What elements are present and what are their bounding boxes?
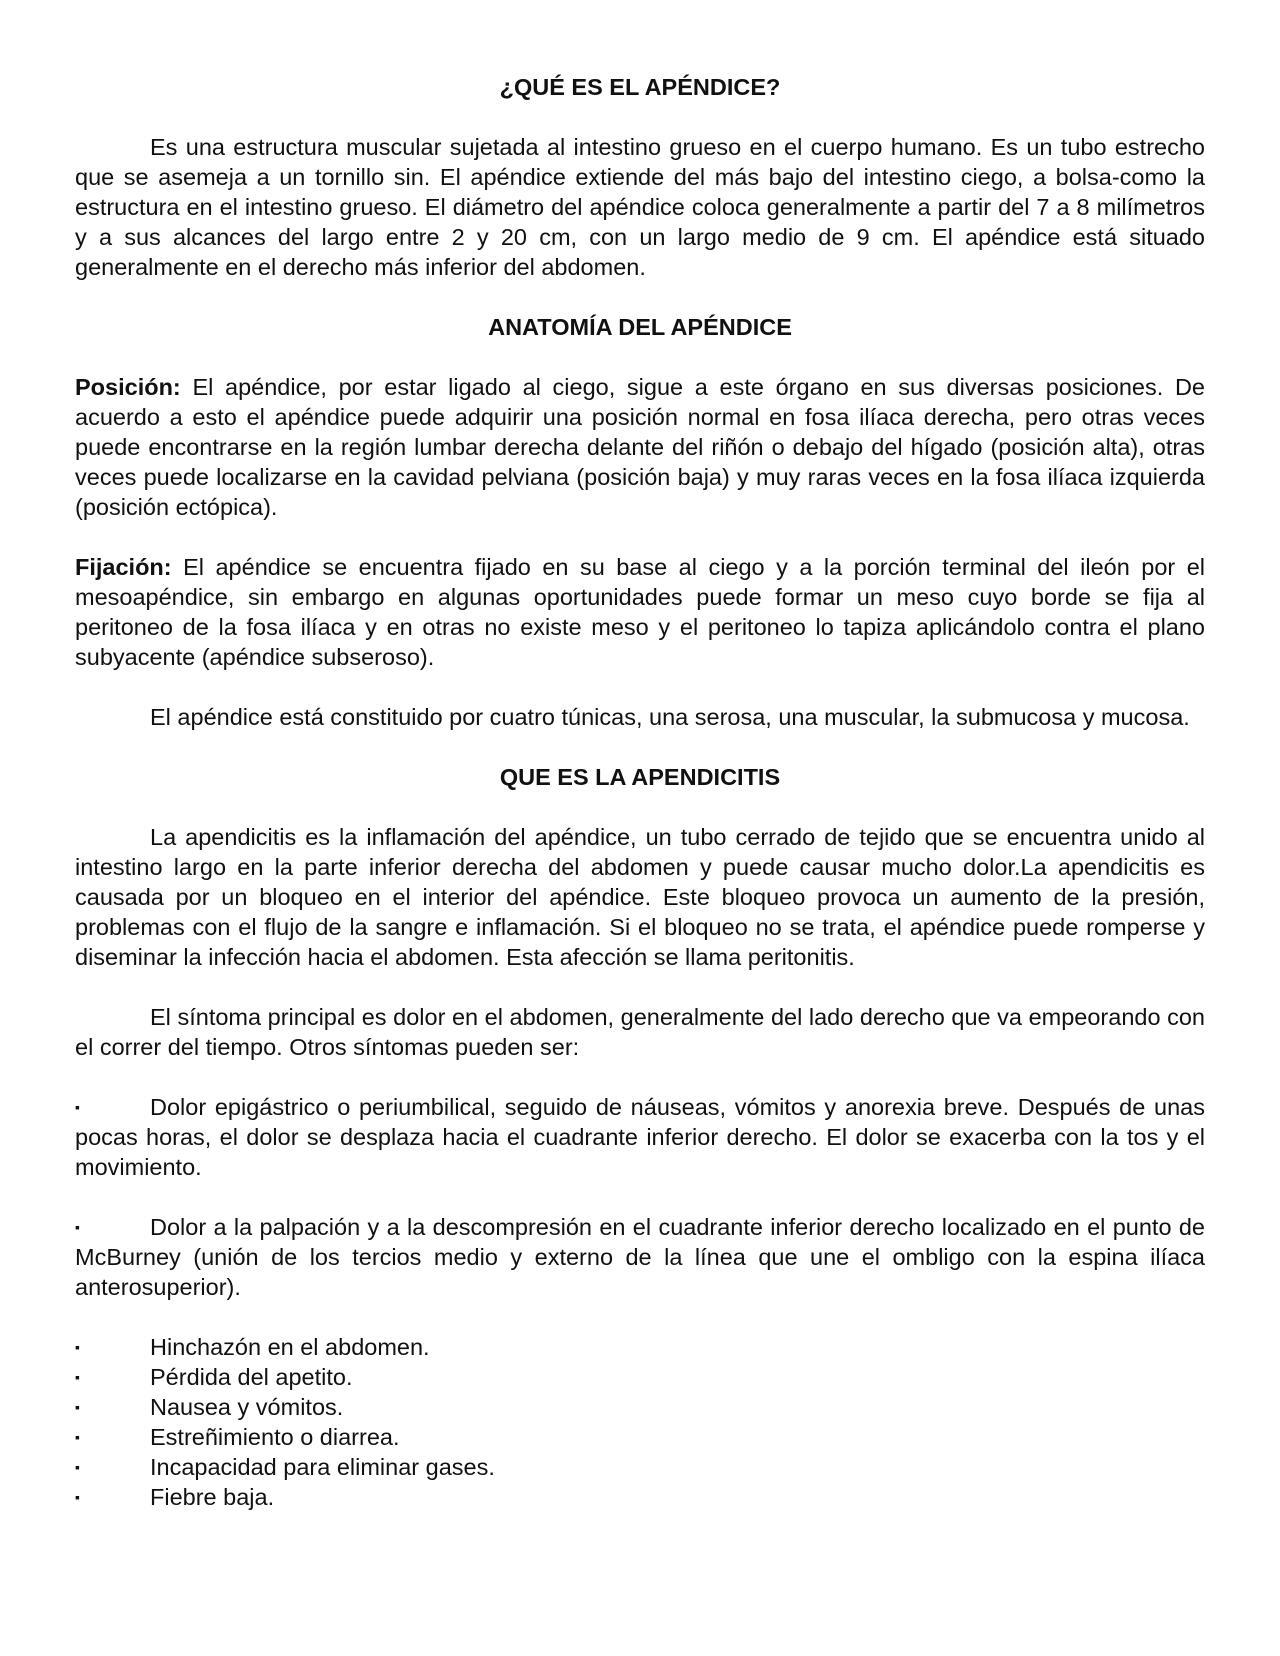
- bullet-icon: ▪: [75, 1099, 80, 1115]
- bullet-icon: ▪: [75, 1369, 80, 1385]
- bullet-text: Dolor epigástrico o periumbilical, seguido de náuseas, vómitos y anorexia breve. Después de unas pocas horas, el dolor se desplaza hacia el cuadrante inferior derecho. El dolor se exacerba con la tos y el movimiento.: [75, 1094, 1205, 1180]
- bullet-icon: ▪: [75, 1219, 80, 1235]
- list-item: ▪ Fiebre baja.: [75, 1484, 275, 1510]
- paragraph-apendicitis: La apendicitis es la inflamación del apéndice, un tubo cerrado de tejido que se encuentra unido al intestino largo en la parte inferior derecha del abdomen y puede causar mucho dolor.La apendicitis es causada por un bloqueo en el interior del apéndice. Este bloqueo provoca un aumento de la presión, problemas con el flujo de la sangre e inflamación. Si el bloqueo no se trata, el apéndice puede romperse y diseminar la infección hacia el abdomen. Esta afección se llama peritonitis.: [75, 824, 1205, 970]
- label-posicion: Posición:: [75, 374, 181, 400]
- bullet-icon: ▪: [75, 1399, 80, 1415]
- list-item: ▪ Incapacidad para eliminar gases.: [75, 1454, 495, 1480]
- list-item: ▪ Pérdida del apetito.: [75, 1364, 353, 1390]
- symptom-list: [75, 1332, 1205, 1512]
- paragraph-sintoma: El síntoma principal es dolor en el abdomen, generalmente del lado derecho que va empeorando con el correr del tiempo. Otros síntomas pueden ser:: [75, 1004, 1205, 1060]
- paragraph-fijacion: [75, 552, 1205, 672]
- label-fijacion: Fijación:: [75, 554, 172, 580]
- bullet-icon: ▪: [75, 1459, 80, 1475]
- document-page: [75, 72, 1205, 1512]
- paragraph-posicion: [75, 372, 1205, 522]
- bullet-icon: ▪: [75, 1429, 80, 1445]
- list-item: ▪ Estreñimiento o diarrea.: [75, 1424, 400, 1450]
- bullet-text: Dolor a la palpación y a la descompresión en el cuadrante inferior derecho localizado en el punto de McBurney (unión de los tercios medio y externo de la línea que une el ombligo con la espina ilíaca anterosuperior).: [75, 1214, 1205, 1300]
- bullet-item-dolor-epigastrico: [75, 1092, 1205, 1182]
- heading-que-es-apendice: ¿QUÉ ES EL APÉNDICE?: [499, 74, 781, 100]
- text-fijacion: El apéndice se encuentra fijado en su base al ciego y a la porción terminal del ileón por el mesoapéndice, sin embargo en algunas oportunidades puede formar un meso cuyo borde se fija al peritoneo de la fosa ilíaca y en otras no existe meso y el peritoneo lo tapiza aplicándolo contra el plano subyacente (apéndice subseroso).: [75, 554, 1205, 670]
- heading-anatomia: ANATOMÍA DEL APÉNDICE: [488, 314, 792, 340]
- bullet-icon: ▪: [75, 1489, 80, 1505]
- bullet-item-palpacion: [75, 1212, 1205, 1302]
- paragraph-tunicas: El apéndice está constituido por cuatro túnicas, una serosa, una muscular, la submucosa y mucosa.: [150, 704, 1190, 730]
- heading-apendicitis: QUE ES LA APENDICITIS: [499, 764, 781, 790]
- list-item: ▪ Nausea y vómitos.: [75, 1394, 344, 1420]
- paragraph-definicion: Es una estructura muscular sujetada al intestino grueso en el cuerpo humano. Es un tubo estrecho que se asemeja a un tornillo sin. El apéndice extiende del más bajo del intestino ciego, a bolsa-como la estructura en el intestino grueso. El diámetro del apéndice coloca generalmente a partir del 7 a 8 milímetros y a sus alcances del largo entre 2 y 20 cm, con un largo medio de 9 cm. El apéndice está situado generalmente en el derecho más inferior del abdomen.: [75, 134, 1205, 280]
- list-item: ▪ Hinchazón en el abdomen.: [75, 1334, 430, 1360]
- text-posicion: El apéndice, por estar ligado al ciego, sigue a este órgano en sus diversas posiciones. De acuerdo a esto el apéndice puede adquirir una posición normal en fosa ilíaca derecha, pero otras veces puede encontrarse en la región lumbar derecha delante del riñón o debajo del hígado (posición alta), otras veces puede localizarse en la cavidad pelviana (posición baja) y muy raras veces en la fosa ilíaca izquierda (posición ectópica).: [75, 374, 1205, 520]
- bullet-icon: ▪: [75, 1339, 80, 1355]
